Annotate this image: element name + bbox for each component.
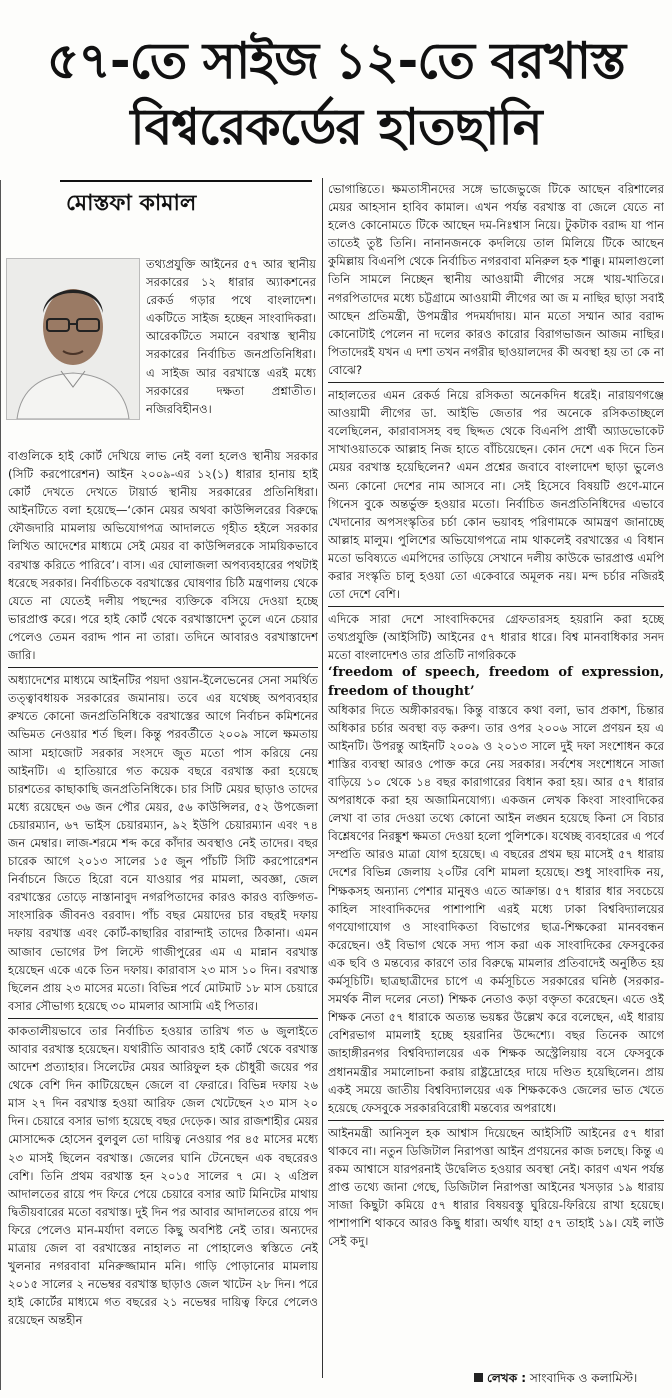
- english-quote: ‘freedom of speech, freedom of expression, freedom of thought’: [328, 665, 664, 699]
- headline-line-1: ৫৭-তে সাইজ ১২-তে বরখাস্ত: [46, 32, 626, 90]
- square-bullet-icon: [474, 1373, 483, 1382]
- right-paragraph: আইনমন্ত্রী আনিসুল হক আশ্বাস দিয়েছেন আইসিটি আইনের ৫৭ ধারা থাকবে না। নতুন ডিজিটাল নিরাপত্তা আইন প্রণয়নের কাজ চলছে। কিন্তু এ রকম আশ্বাসে যারপরনাই উদ্বেলিত হওয়ার অবস্থা নেই। কারণ এখন পর্যন্ত প্রাপ্ত তথ্যে জানা গেছে, ডিজিটাল নিরাপত্তা আইনের খসড়ার ১৯ ধারায় সাজা কিছুটা কমিয়ে ৫৭ ধারার বিষয়বস্তু ঘুরিয়ে-ফিরিয়ে রাখা হয়েছে। পাশাপাশি থাকবে আরও কিছু ধারা। অর্থাৎ যাহা ৫৭ তাহাই ১৯। যেই লাউ সেই কদু।: [328, 1125, 664, 1249]
- intro-text: তথ্যপ্রযুক্তি আইনের ৫৭ আর স্থানীয় সরকারের ১২ ধারার অ্যাকশনের রেকর্ড গড়ার পথে বাংলাদেশ। একটিতে সাইজ হচ্ছেন সাংবাদিকরা। আরেকটিতে সমানে বরখাস্ত স্থানীয় সরকারের নির্বাচিত জনপ্রতিনিধিরা। এ সাইজ আর বরখাস্তে এরই মধ্যে সরকারের দক্ষতা প্রশ্নাতীত। নজিরবিহীনও।: [146, 257, 316, 416]
- left-paragraph: অধ্যাদেশের মাধ্যমে আইনটির পয়দা ওয়ান-ইলেভেনের সেনা সমর্থিত তত্ত্বাবধায়ক সরকারের জমানায়। তবে এর যথেচ্ছ অপব্যবহার রুখতে কোনো জনপ্রতিনিধিকে বরখাস্তের আগে নির্বাচন কমিশনের অভিমত নেওয়ার শর্ত ছিল। কিন্তু পরবর্তীতে ২০০৯ সালে ক্ষমতায় আসা মহাজোট সরকার সংসদে জুত মতো পাস করিয়ে নেয় আইনটি। এ হাতিয়ারে গত কয়েক বছরে বরখাস্ত করা হয়েছে চারশতের কাছাকাছি জনপ্রতিনিধিকে। চার সিটি মেয়র ছাড়াও তাদের মধ্যে রয়েছেন ৩৬ জন পৌর মেয়র, ৫৬ কাউন্সিলর, ৫২ উপজেলা চেয়ারম্যান, ৬৭ ভাইস চেয়ারম্যান, ৯২ ইউপি চেয়ারম্যান এবং ৭৪ জন মেম্বার। লাজ-শরমে শব্দ করে কাঁদার অবস্থাও নেই তাদের। বছর চারেক আগে ২০১৩ সালের ১৫ জুন পাঁচটি সিটি করপোরেশন নির্বাচনে জিতে হিরো বনে যাওয়ার পর মামলা, অবজ্ঞা, জেল বরখাস্তের তোড়ে নাস্তানাবুদ নগরপিতাদের কারও কারও ব্যক্তিগত-সাংসারিক জীবনও বরবাদ। পাঁচ বছর মেয়াদের চার বছরই দফায় দফায় বরখাস্ত এবং কোর্ট-কাছারির বারান্দাই তাদের ঠিকানা। এমন আজাব ভোগের টপ লিস্টে গাজীপুরের এম এ মান্নান বরখাস্ত হয়েছেন একে একে তিন দফায়। কারাবাস ২৩ মাস ১০ দিন। বরখাস্ত ছিলেন প্রায় ২৩ মাসের মতো। বিভিন্ন পর্বে মোটমাট ১৮ মাস চেয়ারে বসার সৌভাগ্য হয়েছে ৩০ মামলার আসামি এই পিতার।: [8, 673, 318, 1013]
- headline: [0, 28, 672, 160]
- page-left-rule: [0, 180, 1, 1390]
- author-portrait-image: [7, 259, 139, 419]
- paragraph-divider: [328, 1120, 664, 1121]
- column-divider: [322, 178, 323, 1378]
- right-paragraph: অধিকার দিতে অঙ্গীকারবদ্ধ। কিন্তু বাস্তবে কথা বলা, ভাব প্রকাশ, চিন্তার অধিকার চর্চার অবস্থা বড় করুণ। তার ওপর ২০০৬ সালে প্রণয়ন হয় এ আইনটি। উপরন্তু আইনটি ২০০৯ ও ২০১৩ সালে দুই দফা সংশোধন করে শাস্তির ব্যবস্থা আরও পোক্ত করে নেয় সরকার। সর্বশেষ সংশোধনে সাজা বাড়িয়ে ১০ থেকে ১৪ বছর কারাগারের বিধান করা হয়। আর ৫৭ ধারার অপরাধকে করা হয় অজামিনযোগ্য। একজন লেখক কিংবা সাংবাদিকের লেখা বা তার দেওয়া তথ্যে কোনো আইন লঙ্ঘন হয়েছে কিনা সে বিচার বিশ্লেষণের নিরঙ্কুশ ক্ষমতা দেওয়া হলো পুলিশকে। যথেচ্ছ ব্যবহারের এ পর্বে সম্প্রতি আরও মাত্রা যোগ হয়েছে। এ বছরের প্রথম ছয় মাসেই ৫৭ ধারায় দেশের বিভিন্ন জেলায় ২০টির বেশি মামলা হয়েছে। শুধু সাংবাদিক নয়, শিক্ষকসহ অন্যান্য পেশার মানুষও এতে আক্রান্ত। ৫৭ ধারার ধার সবচেয়ে কাহিল সাংবাদিকদের পাশাপাশি এরই মধ্যে ঢাকা বিশ্ববিদ্যালয়ের গণযোগাযোগ ও সাংবাদিকতা বিভাগের ছাত্র-শিক্ষকেরা মানববন্ধন করেছেন। ওই বিভাগ থেকে সদ্য পাস করা এক সাংবাদিকের ফেসবুকের এক ছবি ও মন্তব্যের কারণে তার বিরুদ্ধে মামলার প্রতিবাদেই অনুষ্ঠিত হয় কর্মসূচিটি। ছাত্রছাত্রীদের চাপে এ কর্মসূচিতে সরকারের ঘনিষ্ঠ (সরকার-সমর্থক নীল দলের নেতা) শিক্ষক নেতাও কড়া বক্তৃতা করেছেন। এতে ওই শিক্ষক নেতা ৫৭ ধারাকে অত্যন্ত ভয়ঙ্কর উল্লেখ করে বলেছেন, এই ধারায় বেশিরভাগ মামলাই হচ্ছে হয়রানির উদ্দেশ্যে। বছর তিনেক আগে জাহাঙ্গীরনগর বিশ্ববিদ্যালয়ের এক শিক্ষক অস্ট্রেলিয়ায় বসে ফেসবুকে প্রধানমন্ত্রীর সমালোচনা করায় রাষ্ট্রদ্রোহের দায়ে দণ্ডিত হয়েছিলেন। প্রায় একই সময়ে জাতীয় বিশ্ববিদ্যালয়ের এক শিক্ষককেও জেলের ভাত খেতে হয়েছে ফেসবুকে সরকারবিরোধী মন্তব্যের অপরাধে।: [328, 702, 664, 1115]
- right-paragraph: এদিকে সারা দেশে সাংবাদিকদের গ্রেফতারসহ হয়রানি করা হচ্ছে তথ্যপ্রযুক্তি (আইসিটি) আইনের ৫৭ ধারার ধারে। বিশ্ব মানবাধিকার সনদ মতো বাংলাদেশও তার প্রতিটি নাগরিককে: [328, 612, 664, 663]
- right-column: [328, 180, 664, 1360]
- right-paragraph: নাহালতের এমন রেকর্ড নিয়ে রসিকতা অনেকদিন ধরেই। নারায়ণগঞ্জে আওয়ামী লীগের ডা. আইভি জেতার পর অনেকে রসিকতাচ্ছলে বলেছিলেন, কারাবাসসহ বহু ছিদ্দত থেকে বিএনপি প্রার্থী অ্যাডভোকেট সাখাওয়াতকে আল্লাহ নিজ হাতে বাঁচিয়েছেন। কোন দেশে এক দিনে তিন মেয়র বরখাস্ত হয়েছিলেন? এমন প্রশ্নের জবাবে বাংলাদেশ ছাড়া ভুলেও অন্য কোনো দেশের নাম আসবে না। সেই হিসেবে বিষয়টি গুণে-মানে গিনেস বুকে অন্তর্ভুক্ত হওয়ার মতো। নির্বাচিত জনপ্রতিনিধিদের এভাবে খেদানোর অপসংস্কৃতির চর্চা কোন ভয়াবহ পরিণামকে আমন্ত্রণ জানাচ্ছে আল্লাহ মালুম। পুলিশের অভিযোগপত্রে নাম থাকলেই বরখাস্তের এ বিধান মতো ভবিষ্যতে এমপিদের তাড়িয়ে সেখানে দলীয় কাউকে ভারপ্রাপ্ত এমপি করার সংস্কৃতি চালু হওয়া তো একেবারে অমূলক নয়। মন্দ চর্চার নজিরই তো দেশে বেশি।: [328, 388, 664, 602]
- author-photo: [6, 258, 140, 420]
- left-paragraph: কাকতালীয়ভাবে তার নির্বাচিত হওয়ার তারিখ গত ৬ জুলাইতে আবার বরখাস্ত হয়েছেন। যথারীতি আবারও হাই কোর্ট থেকে বরখাস্ত আদেশ প্রত্যাহার। সিলেটের মেয়র আরিফুল হক চৌধুরী জয়ের পর থেকে বেশি দিন কাটিয়েছেন জেলে বা ফেরারে। বিভিন্ন দফায় ২৬ মাস ২৭ দিন বরখাস্ত হওয়া আরিফ জেল খেটেছেন ২৩ মাস ২০ দিন। চেয়ারে বসার ভাগ্য হয়েছে বছর দেড়েক। আর রাজশাহীর মেয়র মোসাদ্দেক হোসেন বুলবুল তো দায়িত্ব নেওয়ার পর ৪৫ মাসের মধ্যে ২৩ মাসই ছিলেন বরখাস্ত। জেলের ঘানি টেনেছেন এক বছরেরও বেশি। তিনি প্রথম বরখাস্ত হন ২০১৫ সালের ৭ মে। ২ এপ্রিল আদালতের রায়ে পদ ফিরে পেয়ে চেয়ারে বসার আট মিনিটের মাথায় দ্বিতীয়বারের মতো বরখাস্ত। দুই দিন পর আবার আদালতের রায়ে পদ ফিরে পেলেও মান-মর্যাদা বলতে কিছু অবশিষ্ট নেই তার। অন্যদের মাত্রায় জেল বা বরখাস্তের নাহালত না পোহালেও স্বস্তিতে নেই খুলনার নগরবাবা মনিরুজ্জামান মনি। গাড়ি পোড়ানোর মামলায় ২০১৫ সালের ২ নভেম্বর বরখাস্ত ছাড়াও জেল খাটেন ২৮ দিন। পরে হাই কোর্টের মাধ্যমে গত বছরের ২১ নভেম্বর দায়িত্ব ফিরে পেলেও রয়েছেন অন্তহীন: [8, 1023, 318, 1328]
- paragraph-divider: [328, 606, 664, 607]
- byline: মোস্তফা কামাল: [66, 191, 197, 216]
- left-paragraph: বাগুলিকে হাই কোর্ট দেখিয়ে লাভ নেই বলা হলেও স্থানীয় সরকার (সিটি করপোরেশন) আইন ২০০৯-এর ১২(১) ধারার হানায় হাই কোর্ট দেখতে দেখতে টায়ার্ড স্থানীয় সরকারের প্রতিনিধিরা। আইনটিতে বলা হয়েছে—‘কোন মেয়র অথবা কাউন্সিলরের বিরুদ্ধে ফৌজদারি মামলায় অভিযোগপত্র আদালতে গৃহীত হইলে সরকার লিখিত আদেশের মাধ্যমে সেই মেয়র বা কাউন্সিলরকে সাময়িকভাবে বরখাস্ত করিতে পারিবে’। বাস। এর ঘোলাজলা অপব্যবহারের পথটাই ধরেছে সরকার। নির্বাচিতকে বরখাস্তের ঘোষণার চিঠি মন্ত্রণালয় থেকে যেতে না যেতেই দলীয় পছন্দের ব্যক্তিকে বসিয়ে দেওয়া হচ্ছে ভারপ্রাপ্ত করে। পরে হাই কোর্ট থেকে বরখাস্তাদেশ তুলে এনে চেয়ার পেলেও তেমন বরাদ্দ পান না তারা। তদিনে আবারও বরখাস্তাদেশ জারি।: [8, 449, 318, 663]
- footer-text: সাংবাদিক ও কলামিস্ট।: [529, 1371, 638, 1385]
- intro-paragraph: [146, 255, 316, 447]
- byline-rule: [60, 180, 312, 182]
- left-column: [8, 447, 318, 1395]
- paragraph-divider: [8, 667, 318, 668]
- byline-box: [60, 180, 312, 218]
- paragraph-divider: [8, 1018, 318, 1019]
- footer-label: লেখক :: [487, 1371, 527, 1385]
- author-footer: [474, 1370, 637, 1390]
- headline-line-2: বিশ্বরেকর্ডের হাতছানি: [130, 98, 542, 156]
- right-paragraph: ভোগান্তিতে। ক্ষমতাসীনদের সঙ্গে ভাজেভুজে টিকে আছেন বরিশালের মেয়র আহসান হাবিব কামাল। এখন পর্যন্ত বরখাস্ত বা জেলে যেতে না হলেও কোনোমতে টিকে আছেন দম-নিঃশ্বাস নিয়ে। টুকটাক বরাদ্দ যা পান তাতেই তুষ্ট তিনি। নানানজনকে কদলিয়ে তাল মিলিয়ে টিকে আছেন কুমিল্লায় বিএনপি থেকে নির্বাচিত নগরবাবা মনিরুল হক শাক্কু। মামলাগুলো তিনি সামলে নিচ্ছেন স্থানীয় আওয়ামী লীগের সঙ্গে খায়-খাতিরে। নগরপিতাদের মধ্যে চট্টগ্রামে আওয়ামী লীগের আ জ ম নাছির ছাড়া সবাই আছেন প্রতিমন্ত্রী, উপমন্ত্রীর পদমর্যাদায়। মান মতো সম্মান আর বরাদ্দ কোনোটাই পেলেন না দলের কারও কারোর বিরাগভাজন আজম নাছির। পিতাদেরই যখন এ দশা তখন নগরীর ছাওয়ালদের কী অবস্থা হয় তা কে না বোঝে?: [328, 182, 664, 377]
- paragraph-divider: [328, 382, 664, 383]
